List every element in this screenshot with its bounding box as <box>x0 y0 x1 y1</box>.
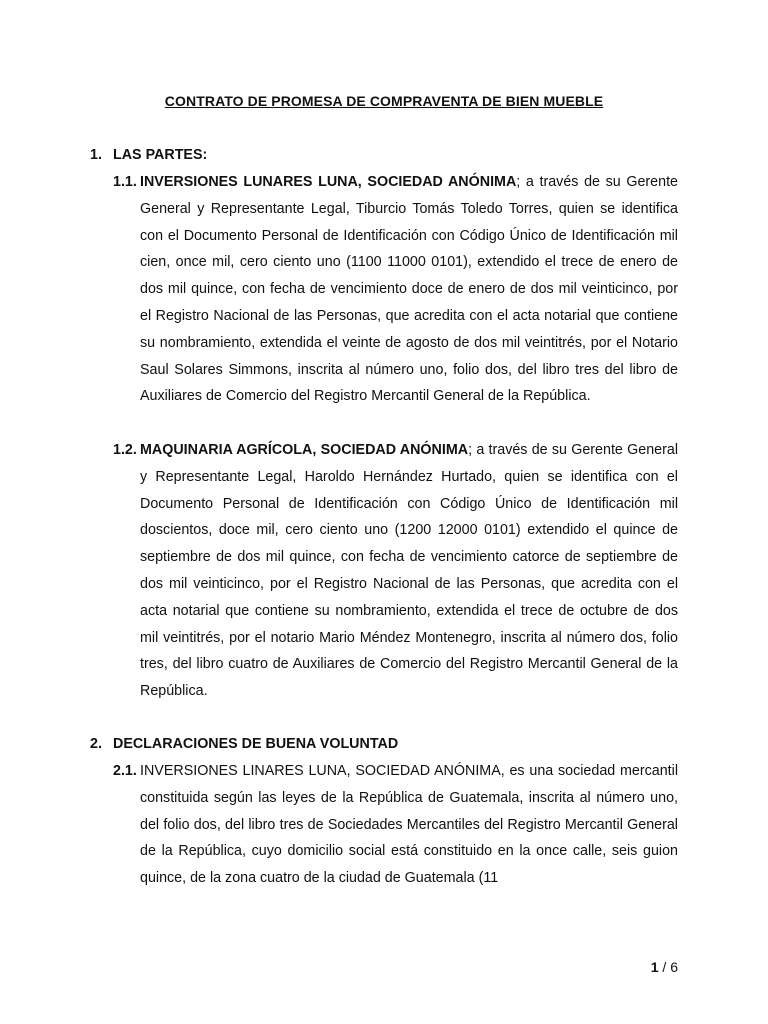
page-separator: / <box>658 959 671 975</box>
clause-number: 1.1. <box>113 174 137 190</box>
page-indicator <box>651 959 678 975</box>
total-pages: 6 <box>670 959 678 975</box>
section-heading <box>90 147 680 163</box>
section-number: 2. <box>90 736 102 752</box>
clause-item <box>113 758 678 892</box>
clause-text <box>140 169 678 410</box>
clause-lead: MAQUINARIA AGRÍCOLA, SOCIEDAD ANÓNIMA <box>140 442 469 458</box>
clause-body: ; a través de su Gerente General y Representante Legal, Haroldo Hernández Hurtado, quien se identifica con el Documento Personal de Identificación con Código Único de Identificación mil doscientos, doce mil, cero ciento uno (1200 12000 0101) extendido el quince de septiembre de dos mil quince, con fecha de vencimiento catorce de septiembre de dos mil veinticinco, por el Registro Nacional de las Personas, que acredita con el acta notarial que contiene su nombramiento, extendida el trece de octubre de dos mil veintitrés, por el notario Mario Méndez Montenegro, inscrita al número dos, folio tres, del libro cuatro de Auxiliares de Comercio del Registro Mercantil General de la República. <box>140 442 679 700</box>
clause-item <box>113 437 678 705</box>
section-title: DECLARACIONES DE BUENA VOLUNTAD <box>113 736 399 752</box>
section-title: LAS PARTES: <box>113 147 208 163</box>
clause-text <box>140 758 678 892</box>
clause-number: 2.1. <box>113 763 137 779</box>
section-number: 1. <box>90 147 102 163</box>
clause-number: 1.2. <box>113 442 137 458</box>
clause-body: ; a través de su Gerente General y Representante Legal, Tiburcio Tomás Toledo Torres, quien se identifica con el Documento Personal de Identificación con Código Único de Identificación mil cien, once mil, cero ciento uno (1100 11000 0101), extendido el trece de enero de dos mil quince, con fecha de vencimiento doce de enero de dos mil veinticinco, por el Registro Nacional de las Personas, que acredita con el acta notarial que contiene su nombramiento, extendida el veinte de agosto de dos mil veintitrés, por el Notario Saul Solares Simmons, inscrita al número uno, folio dos, del libro tres del libro de Auxiliares de Comercio del Registro Mercantil General de la República. <box>140 174 678 405</box>
clause-body: INVERSIONES LINARES LUNA, SOCIEDAD ANÓNIMA, es una sociedad mercantil constituida según las leyes de la República de Guatemala, inscrita al número uno, del folio dos, del libro tres de Sociedades Mercantiles del Registro Mercantil General de la República, cuyo domicilio social está constituido en la once calle, seis guion quince, de la zona cuatro de la ciudad de Guatemala (11 <box>140 763 678 887</box>
section-heading <box>90 736 680 752</box>
document-title: CONTRATO DE PROMESA DE COMPRAVENTA DE BIEN MUEBLE <box>164 93 604 109</box>
current-page: 1 <box>650 959 659 975</box>
clause-text <box>140 437 678 705</box>
clause-item <box>113 169 678 410</box>
clause-lead: INVERSIONES LUNARES LUNA, SOCIEDAD ANÓNIMA <box>140 174 517 190</box>
